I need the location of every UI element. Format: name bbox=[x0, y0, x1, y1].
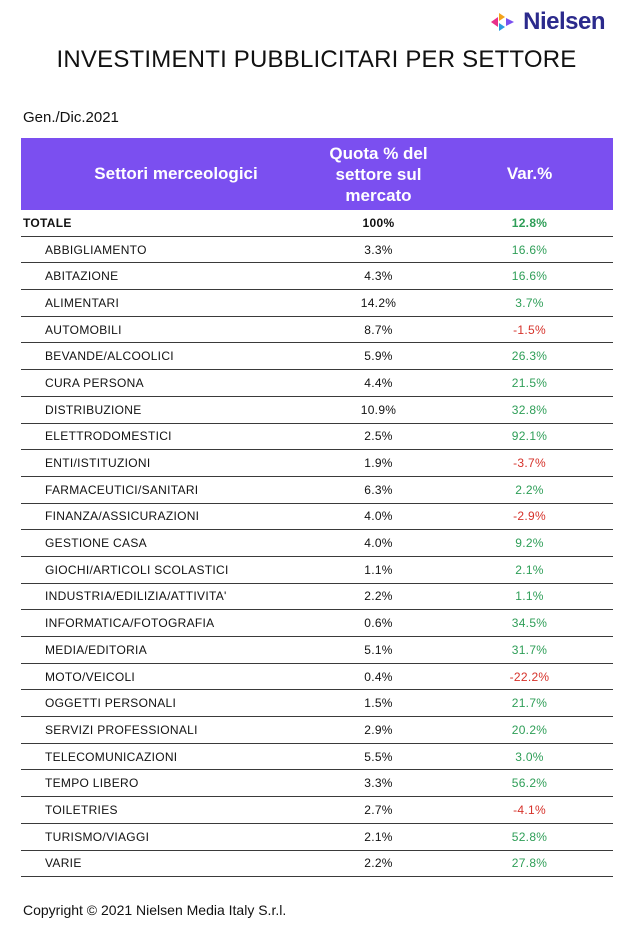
table-row bbox=[21, 610, 613, 637]
table-row bbox=[21, 851, 613, 878]
sector-name: TURISMO/VIAGGI bbox=[45, 829, 150, 844]
sector-share: 2.2% bbox=[364, 856, 393, 871]
sector-change: 2.2% bbox=[515, 482, 544, 497]
table-row bbox=[21, 504, 613, 531]
sector-change: 34.5% bbox=[511, 616, 548, 631]
sector-name: GIOCHI/ARTICOLI SCOLASTICI bbox=[45, 562, 229, 577]
table-row bbox=[21, 557, 613, 584]
table-row bbox=[21, 317, 613, 344]
table-row bbox=[21, 450, 613, 477]
sector-name: INDUSTRIA/EDILIZIA/ATTIVITA' bbox=[45, 589, 227, 604]
header-change: Var.% bbox=[506, 164, 553, 183]
sector-change: 31.7% bbox=[511, 642, 548, 657]
sector-name: TOILETRIES bbox=[45, 802, 118, 817]
sector-share: 4.4% bbox=[364, 375, 393, 390]
sector-change: 56.2% bbox=[511, 776, 548, 791]
sector-name: ABITAZIONE bbox=[45, 269, 119, 284]
sector-name: OGGETTI PERSONALI bbox=[45, 696, 177, 711]
table-row bbox=[21, 290, 613, 317]
table-row bbox=[21, 343, 613, 370]
sector-share: 2.1% bbox=[364, 829, 393, 844]
page-title: INVESTIMENTI PUBBLICITARI PER SETTORE bbox=[56, 46, 577, 73]
sector-name: CURA PERSONA bbox=[45, 375, 144, 390]
sector-name: ELETTRODOMESTICI bbox=[45, 429, 172, 444]
sector-change: 2.1% bbox=[515, 562, 544, 577]
table-row bbox=[21, 397, 613, 424]
sector-change: 16.6% bbox=[511, 242, 548, 257]
sector-change: 1.1% bbox=[515, 589, 544, 604]
table-row bbox=[21, 717, 613, 744]
sector-name: TEMPO LIBERO bbox=[45, 776, 139, 791]
sector-change: 21.7% bbox=[511, 696, 548, 711]
sector-name: SERVIZI PROFESSIONALI bbox=[45, 722, 198, 737]
table-row bbox=[21, 237, 613, 264]
sector-name: AUTOMOBILI bbox=[45, 322, 122, 337]
sector-name: VARIE bbox=[45, 856, 82, 871]
sector-share: 2.7% bbox=[364, 802, 393, 817]
sector-change: 32.8% bbox=[511, 402, 548, 417]
sector-change: 20.2% bbox=[511, 722, 548, 737]
sector-share: 2.9% bbox=[364, 722, 393, 737]
table-row-total bbox=[21, 210, 613, 237]
sector-share: 1.9% bbox=[364, 456, 393, 471]
sector-share: 0.4% bbox=[364, 669, 393, 684]
sector-name: ALIMENTARI bbox=[45, 295, 120, 310]
sector-share: 1.5% bbox=[364, 696, 393, 711]
table-row bbox=[21, 744, 613, 771]
table-row bbox=[21, 370, 613, 397]
table-row bbox=[21, 530, 613, 557]
sector-share: 0.6% bbox=[364, 616, 393, 631]
sector-name: INFORMATICA/FOTOGRAFIA bbox=[45, 616, 215, 631]
sector-name: MEDIA/EDITORIA bbox=[45, 642, 147, 657]
sector-share: 6.3% bbox=[364, 482, 393, 497]
sector-share: 4.0% bbox=[364, 509, 393, 524]
total-label: TOTALE bbox=[23, 215, 72, 230]
sector-name: DISTRIBUZIONE bbox=[45, 402, 142, 417]
table-row bbox=[21, 824, 613, 851]
table-row bbox=[21, 770, 613, 797]
sector-change: 52.8% bbox=[511, 829, 548, 844]
sector-name: FARMACEUTICI/SANITARI bbox=[45, 482, 199, 497]
copyright-text: Copyright © 2021 Nielsen Media Italy S.r.l. bbox=[23, 902, 287, 918]
sector-name: ENTI/ISTITUZIONI bbox=[45, 456, 151, 471]
sector-share: 3.3% bbox=[364, 776, 393, 791]
sector-name: FINANZA/ASSICURAZIONI bbox=[45, 509, 200, 524]
sector-change: -1.5% bbox=[513, 322, 546, 337]
table-row bbox=[21, 664, 613, 691]
sector-change: 21.5% bbox=[511, 375, 548, 390]
sector-name: BEVANDE/ALCOOLICI bbox=[45, 349, 174, 364]
sector-share: 3.3% bbox=[364, 242, 393, 257]
header-sector: Settori merceologici bbox=[94, 164, 258, 183]
sector-change: -3.7% bbox=[513, 456, 546, 471]
sector-share: 5.1% bbox=[364, 642, 393, 657]
header-share: Quota % del settore sul mercato bbox=[329, 143, 428, 205]
table-body bbox=[21, 237, 613, 878]
table-row bbox=[21, 477, 613, 504]
sector-change: 3.7% bbox=[515, 295, 544, 310]
sector-name: TELECOMUNICAZIONI bbox=[45, 749, 178, 764]
sector-name: GESTIONE CASA bbox=[45, 536, 147, 551]
table-header bbox=[21, 138, 613, 210]
sector-change: -22.2% bbox=[509, 669, 550, 684]
sector-name: ABBIGLIAMENTO bbox=[45, 242, 147, 257]
sector-share: 4.3% bbox=[364, 269, 393, 284]
sector-change: -4.1% bbox=[513, 802, 546, 817]
table-row bbox=[21, 797, 613, 824]
sector-share: 10.9% bbox=[360, 402, 397, 417]
sector-share: 2.2% bbox=[364, 589, 393, 604]
total-share: 100% bbox=[362, 215, 395, 230]
sector-change: 16.6% bbox=[511, 269, 548, 284]
sector-share: 5.9% bbox=[364, 349, 393, 364]
sector-change: -2.9% bbox=[513, 509, 546, 524]
sector-change: 26.3% bbox=[511, 349, 548, 364]
table-row bbox=[21, 424, 613, 451]
sector-change: 27.8% bbox=[511, 856, 548, 871]
table-row bbox=[21, 584, 613, 611]
sector-change: 92.1% bbox=[511, 429, 548, 444]
table-row bbox=[21, 263, 613, 290]
period-label: Gen./Dic.2021 bbox=[23, 109, 119, 126]
sector-share: 14.2% bbox=[360, 295, 397, 310]
nielsen-logo bbox=[489, 8, 605, 36]
sector-share: 2.5% bbox=[364, 429, 393, 444]
table-row bbox=[21, 637, 613, 664]
sector-name: MOTO/VEICOLI bbox=[45, 669, 136, 684]
sector-share: 4.0% bbox=[364, 536, 393, 551]
sector-share: 1.1% bbox=[364, 562, 393, 577]
table-row bbox=[21, 690, 613, 717]
sector-share: 5.5% bbox=[364, 749, 393, 764]
total-change: 12.8% bbox=[511, 215, 548, 230]
nielsen-logo-text: Nielsen bbox=[523, 8, 605, 35]
nielsen-logo-icon bbox=[489, 11, 517, 33]
sector-share: 8.7% bbox=[364, 322, 393, 337]
sector-change: 3.0% bbox=[515, 749, 544, 764]
sector-change: 9.2% bbox=[515, 536, 544, 551]
sector-table bbox=[21, 138, 613, 877]
